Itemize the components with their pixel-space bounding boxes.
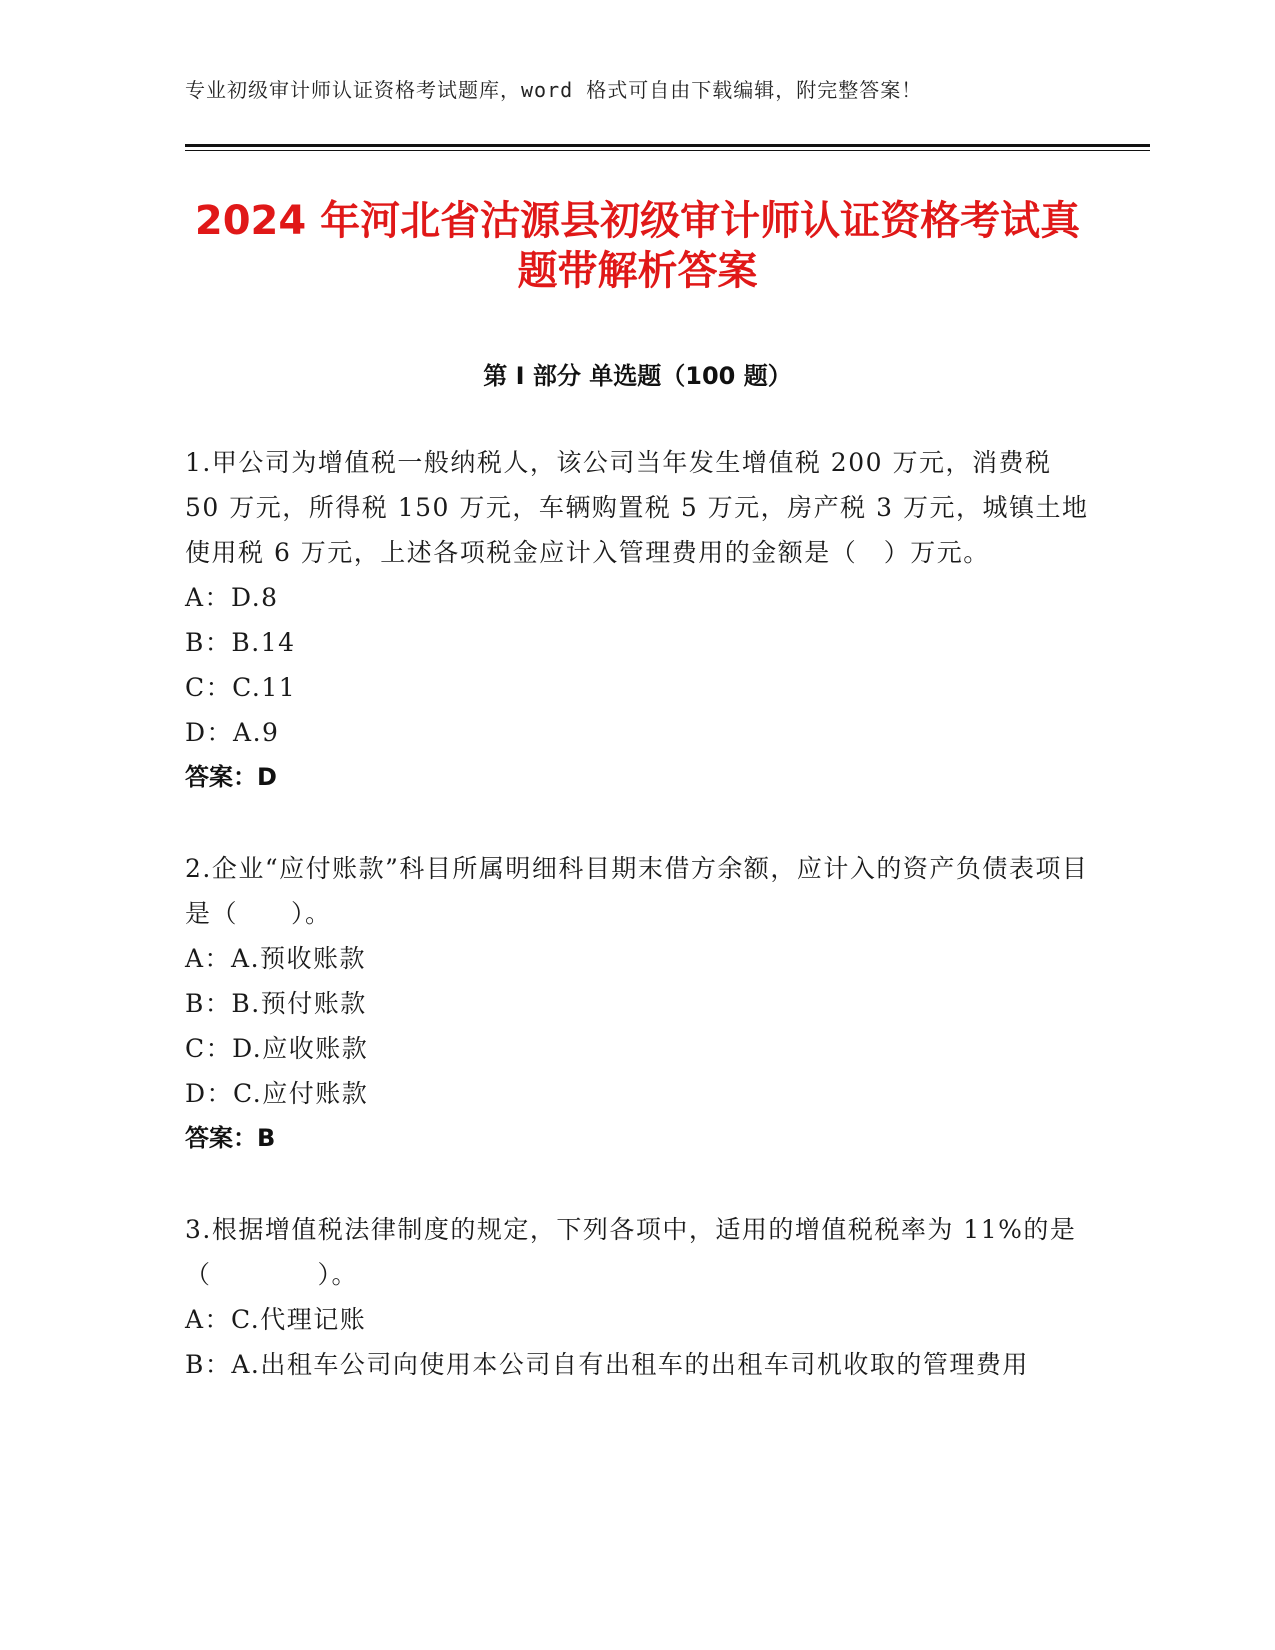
- option-d: D：A.9: [185, 718, 280, 747]
- document-title: 2024 年河北省沽源县初级审计师认证资格考试真题带解析答案: [194, 198, 1081, 294]
- option-b: B：B.14: [185, 628, 296, 657]
- answer: 答案：B: [185, 1124, 276, 1152]
- answer: 答案：D: [185, 763, 277, 791]
- option-a: A：A.预收账款: [185, 944, 367, 973]
- option-c: C：C.11: [185, 673, 297, 702]
- option-b: B：A.出租车公司向使用本公司自有出租车的出租车司机收取的管理费用: [185, 1350, 1029, 1379]
- option-a: A：C.代理记账: [185, 1305, 367, 1334]
- option-b: B：B.预付账款: [185, 989, 367, 1018]
- question-1: [185, 440, 1090, 800]
- header-divider-thick: [185, 144, 1150, 147]
- question-2: [185, 846, 1090, 1161]
- question-list: [185, 440, 1090, 1433]
- question-stem: 2.企业“应付账款”科目所属明细科目期末借方余额，应计入的资产负债表项目是（ ）。: [185, 854, 1089, 928]
- option-d: D：C.应付账款: [185, 1079, 369, 1108]
- header-note: 专业初级审计师认证资格考试题库，word 格式可自由下载编辑，附完整答案！: [185, 78, 923, 102]
- option-a: A：D.8: [185, 583, 279, 612]
- option-c: C：D.应收账款: [185, 1034, 369, 1063]
- question-3: [185, 1207, 1090, 1387]
- question-stem: 1.甲公司为增值税一般纳税人，该公司当年发生增值税 200 万元，消费税 50 万元，所得税 150 万元，车辆购置税 5 万元，房产税 3 万元，城镇土地使用税 6 万元，上述各项税金应计入管理费用的金额是（ ）万元。: [185, 448, 1089, 567]
- section-title: 第 I 部分 单选题（100 题）: [483, 362, 792, 390]
- header-divider-thin: [185, 150, 1150, 151]
- question-stem: 3.根据增值税法律制度的规定，下列各项中，适用的增值税税率为 11%的是（ ）。: [185, 1215, 1077, 1289]
